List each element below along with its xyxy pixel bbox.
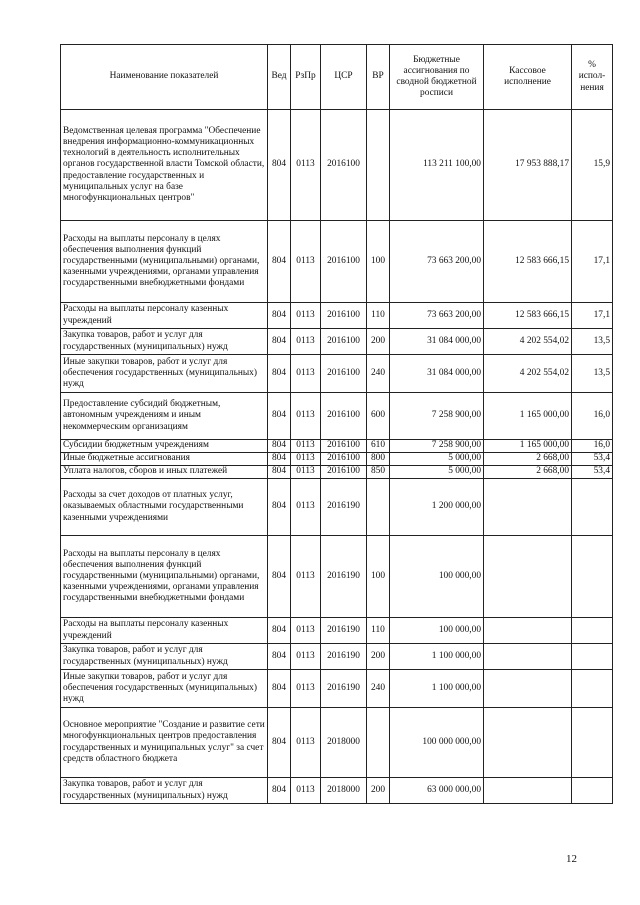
- row-cash: [484, 708, 572, 778]
- row-budget: 100 000 000,00: [390, 708, 484, 778]
- row-vr: 850: [367, 466, 390, 479]
- col-header-vr: ВР: [367, 45, 390, 110]
- row-vr: 200: [367, 778, 390, 804]
- row-ved: 804: [268, 329, 291, 355]
- row-csr: 2016190: [321, 644, 367, 670]
- row-csr: 2016100: [321, 466, 367, 479]
- row-ved: 804: [268, 644, 291, 670]
- row-name: Иные бюджетные ассигнования: [61, 453, 268, 466]
- row-vr: 800: [367, 453, 390, 466]
- row-ved: 804: [268, 453, 291, 466]
- row-cash: [484, 479, 572, 536]
- row-csr: 2016100: [321, 393, 367, 440]
- row-pct: [572, 644, 613, 670]
- row-cash: [484, 618, 572, 644]
- row-budget: 7 258 900,00: [390, 440, 484, 453]
- row-pct: 16,0: [572, 393, 613, 440]
- row-name: Расходы на выплаты персоналу в целях обеспечения выполнения функций государственными (муниципальными) органами, казенными учреждениями, органами управления государственными внебюджетными фондами: [61, 536, 268, 618]
- row-csr: 2016190: [321, 536, 367, 618]
- row-name: Иные закупки товаров, работ и услуг для обеспечения государственных (муниципальных) нужд: [61, 670, 268, 708]
- table-row: [61, 110, 613, 221]
- row-name: Расходы на выплаты персоналу в целях обеспечения выполнения функций государственными (муниципальными) органами, казенными учреждениями, органами управления государственными внебюджетными фондами: [61, 221, 268, 303]
- row-cash: 12 583 666,15: [484, 303, 572, 329]
- row-ved: 804: [268, 536, 291, 618]
- row-cash: 4 202 554,02: [484, 329, 572, 355]
- row-cash: 2 668,00: [484, 466, 572, 479]
- row-pct: [572, 708, 613, 778]
- row-rzpr: 0113: [291, 536, 321, 618]
- row-ved: 804: [268, 708, 291, 778]
- row-pct: 53,4: [572, 466, 613, 479]
- row-vr: 600: [367, 393, 390, 440]
- row-cash: [484, 644, 572, 670]
- row-csr: 2016100: [321, 329, 367, 355]
- row-budget: 31 084 000,00: [390, 329, 484, 355]
- table-row: [61, 453, 613, 466]
- row-ved: 804: [268, 440, 291, 453]
- table-row: [61, 303, 613, 329]
- row-pct: 17,1: [572, 303, 613, 329]
- col-header-name: Наименование показателей: [61, 45, 268, 110]
- table-row: [61, 221, 613, 303]
- row-cash: 2 668,00: [484, 453, 572, 466]
- row-ved: 804: [268, 355, 291, 393]
- table-row: [61, 670, 613, 708]
- row-ved: 804: [268, 393, 291, 440]
- row-csr: 2016100: [321, 110, 367, 221]
- row-vr: 240: [367, 355, 390, 393]
- row-name: Расходы за счет доходов от платных услуг, оказываемых областными государственными казенными учреждениями: [61, 479, 268, 536]
- row-csr: 2016190: [321, 479, 367, 536]
- row-vr: 110: [367, 303, 390, 329]
- budget-execution-table: [60, 44, 613, 804]
- table-row: [61, 329, 613, 355]
- row-csr: 2018000: [321, 778, 367, 804]
- row-name: Расходы на выплаты персоналу казенных учреждений: [61, 303, 268, 329]
- row-rzpr: 0113: [291, 221, 321, 303]
- row-budget: 113 211 100,00: [390, 110, 484, 221]
- table-row: [61, 778, 613, 804]
- row-cash: [484, 536, 572, 618]
- page-number: 12: [566, 853, 577, 865]
- row-ved: 804: [268, 221, 291, 303]
- row-name: Основное мероприятие "Создание и развитие сети многофункциональных центров предоставления государственных и муниципальных услуг" за счет средств областного бюджета: [61, 708, 268, 778]
- row-budget: 100 000,00: [390, 536, 484, 618]
- table-row: [61, 708, 613, 778]
- row-budget: 1 100 000,00: [390, 670, 484, 708]
- row-pct: [572, 479, 613, 536]
- row-csr: 2016100: [321, 440, 367, 453]
- row-csr: 2016100: [321, 453, 367, 466]
- table-row: [61, 440, 613, 453]
- row-budget: 1 200 000,00: [390, 479, 484, 536]
- row-pct: [572, 778, 613, 804]
- row-cash: 17 953 888,17: [484, 110, 572, 221]
- row-csr: 2016190: [321, 618, 367, 644]
- row-vr: [367, 479, 390, 536]
- row-pct: [572, 536, 613, 618]
- row-cash: [484, 670, 572, 708]
- row-csr: 2016100: [321, 303, 367, 329]
- row-pct: 13,5: [572, 355, 613, 393]
- row-name: Расходы на выплаты персоналу казенных учреждений: [61, 618, 268, 644]
- row-name: Предоставление субсидий бюджетным, автономным учреждениям и иным некоммерческим организациям: [61, 393, 268, 440]
- row-ved: 804: [268, 303, 291, 329]
- row-budget: 31 084 000,00: [390, 355, 484, 393]
- col-header-ved: Вед: [268, 45, 291, 110]
- row-name: Закупка товаров, работ и услуг для государственных (муниципальных) нужд: [61, 778, 268, 804]
- row-rzpr: 0113: [291, 110, 321, 221]
- row-rzpr: 0113: [291, 479, 321, 536]
- row-pct: 53,4: [572, 453, 613, 466]
- row-vr: 200: [367, 644, 390, 670]
- table-row: [61, 355, 613, 393]
- row-ved: 804: [268, 618, 291, 644]
- row-pct: 13,5: [572, 329, 613, 355]
- row-cash: 1 165 000,00: [484, 440, 572, 453]
- row-rzpr: 0113: [291, 708, 321, 778]
- row-rzpr: 0113: [291, 618, 321, 644]
- row-budget: 100 000,00: [390, 618, 484, 644]
- row-rzpr: 0113: [291, 440, 321, 453]
- row-name: Уплата налогов, сборов и иных платежей: [61, 466, 268, 479]
- row-budget: 73 663 200,00: [390, 221, 484, 303]
- row-pct: 17,1: [572, 221, 613, 303]
- row-name: Закупка товаров, работ и услуг для государственных (муниципальных) нужд: [61, 329, 268, 355]
- row-pct: 15,9: [572, 110, 613, 221]
- row-ved: 804: [268, 466, 291, 479]
- row-csr: 2018000: [321, 708, 367, 778]
- row-name: Закупка товаров, работ и услуг для государственных (муниципальных) нужд: [61, 644, 268, 670]
- row-pct: [572, 670, 613, 708]
- row-csr: 2016100: [321, 355, 367, 393]
- row-ved: 804: [268, 479, 291, 536]
- row-rzpr: 0113: [291, 670, 321, 708]
- row-vr: 240: [367, 670, 390, 708]
- row-rzpr: 0113: [291, 778, 321, 804]
- table-row: [61, 618, 613, 644]
- row-vr: [367, 110, 390, 221]
- table-row: [61, 536, 613, 618]
- row-rzpr: 0113: [291, 355, 321, 393]
- table-row: [61, 479, 613, 536]
- row-name: Субсидии бюджетным учреждениям: [61, 440, 268, 453]
- row-vr: [367, 708, 390, 778]
- row-ved: 804: [268, 110, 291, 221]
- row-csr: 2016100: [321, 221, 367, 303]
- row-budget: 1 100 000,00: [390, 644, 484, 670]
- col-header-rzpr: РзПр: [291, 45, 321, 110]
- row-rzpr: 0113: [291, 393, 321, 440]
- row-cash: 4 202 554,02: [484, 355, 572, 393]
- col-header-budget: Бюджетные ассигнования по сводной бюджетной росписи: [390, 45, 484, 110]
- col-header-cash: Кассовое исполнение: [484, 45, 572, 110]
- row-budget: 63 000 000,00: [390, 778, 484, 804]
- row-budget: 5 000,00: [390, 453, 484, 466]
- row-vr: 200: [367, 329, 390, 355]
- row-vr: 100: [367, 536, 390, 618]
- row-name: Ведомственная целевая программа "Обеспечение внедрения информационно-коммуникационных технологий в деятельность исполнительных органов государственной власти Томской области, предоставление государственных и муниципальных услуг на базе многофункциональных центров": [61, 110, 268, 221]
- row-budget: 7 258 900,00: [390, 393, 484, 440]
- row-rzpr: 0113: [291, 329, 321, 355]
- row-ved: 804: [268, 670, 291, 708]
- table-row: [61, 393, 613, 440]
- row-rzpr: 0113: [291, 453, 321, 466]
- row-csr: 2016190: [321, 670, 367, 708]
- row-pct: [572, 618, 613, 644]
- col-header-pct: % испол-нения: [572, 45, 613, 110]
- row-budget: 5 000,00: [390, 466, 484, 479]
- table-row: [61, 644, 613, 670]
- row-cash: 1 165 000,00: [484, 393, 572, 440]
- row-budget: 73 663 200,00: [390, 303, 484, 329]
- row-name: Иные закупки товаров, работ и услуг для обеспечения государственных (муниципальных) нужд: [61, 355, 268, 393]
- row-vr: 110: [367, 618, 390, 644]
- row-rzpr: 0113: [291, 303, 321, 329]
- row-vr: 100: [367, 221, 390, 303]
- col-header-csr: ЦСР: [321, 45, 367, 110]
- row-cash: [484, 778, 572, 804]
- row-vr: 610: [367, 440, 390, 453]
- row-rzpr: 0113: [291, 466, 321, 479]
- row-ved: 804: [268, 778, 291, 804]
- row-pct: 16,0: [572, 440, 613, 453]
- row-rzpr: 0113: [291, 644, 321, 670]
- table-row: [61, 466, 613, 479]
- table-header-row: [61, 45, 613, 110]
- row-cash: 12 583 666,15: [484, 221, 572, 303]
